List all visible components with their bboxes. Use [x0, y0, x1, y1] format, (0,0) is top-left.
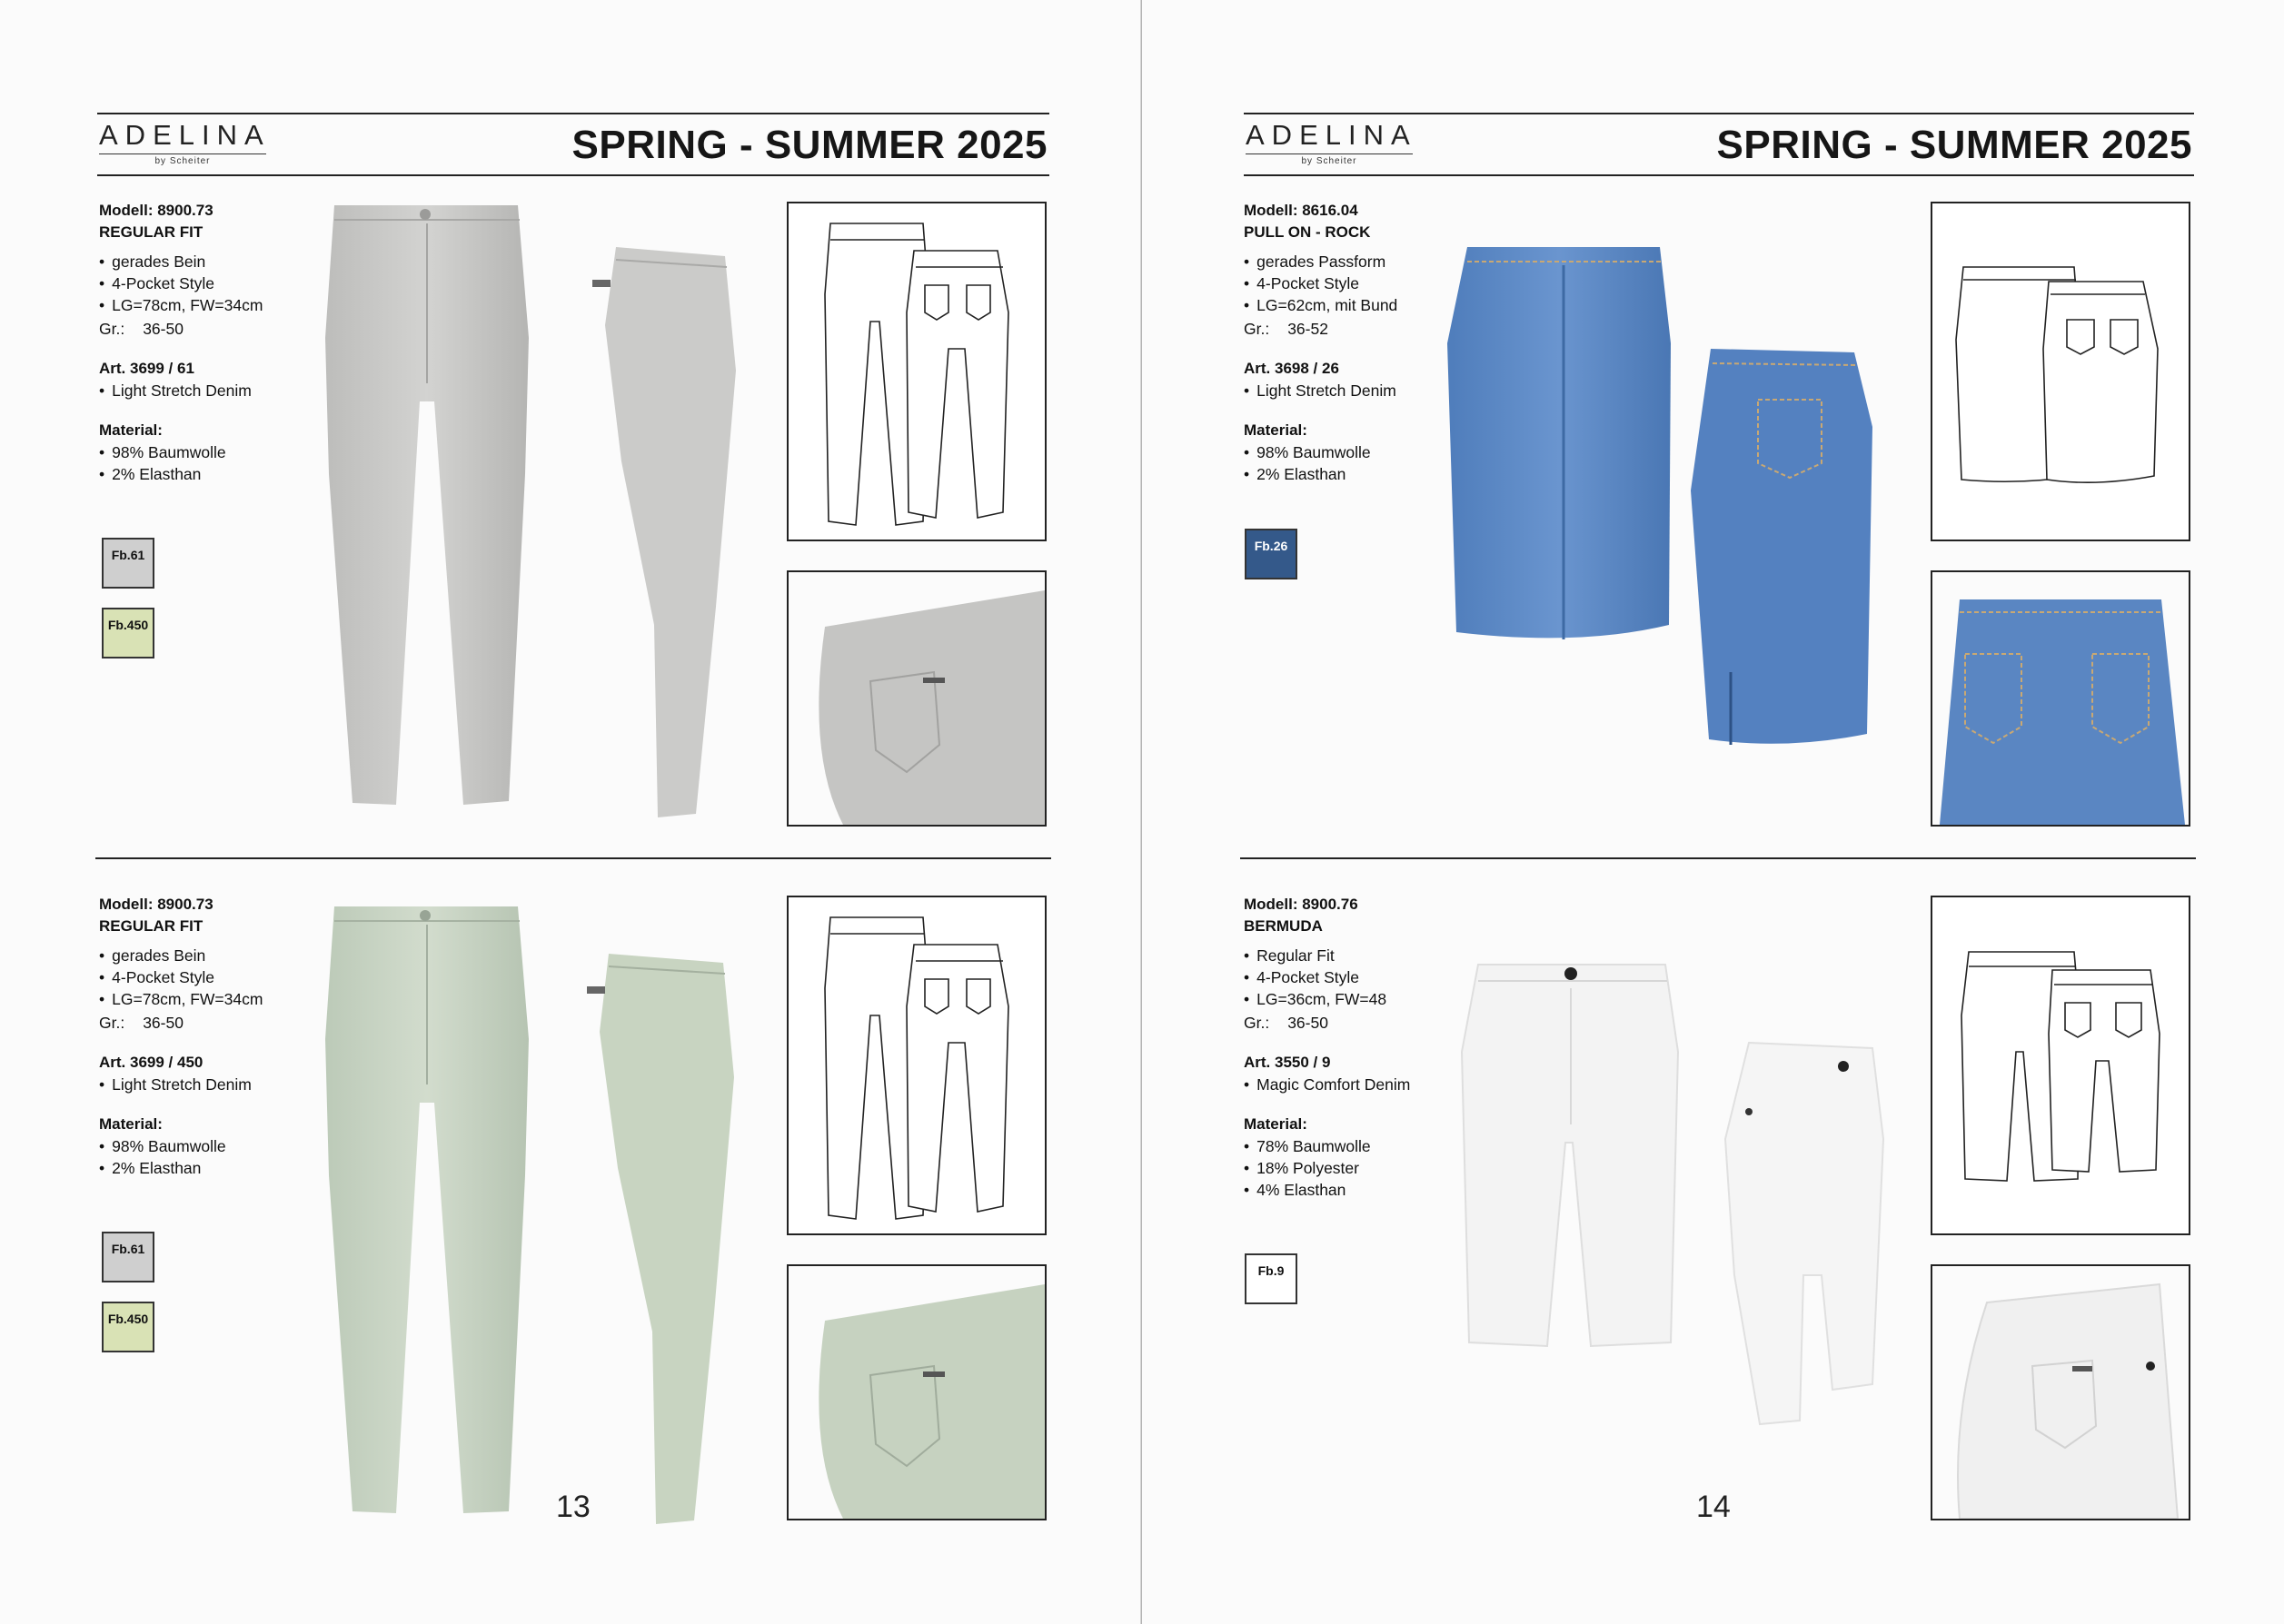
size-range	[1244, 318, 1462, 340]
size-value: 36-50	[1287, 1014, 1328, 1032]
product-section	[0, 694, 1142, 1402]
color-swatch[interactable]: Fb.450	[102, 608, 154, 659]
technical-sketch	[787, 896, 1047, 1235]
size-value: 36-50	[143, 1014, 184, 1032]
feature-item: • gerades Bein	[99, 945, 317, 966]
size-value: 36-52	[1287, 320, 1328, 338]
size-value: 36-50	[143, 320, 184, 338]
season-title: SPRING - SUMMER 2025	[571, 123, 1048, 167]
detail-photo	[787, 1264, 1047, 1520]
color-swatch[interactable]: Fb.450	[102, 1302, 154, 1352]
season-title: SPRING - SUMMER 2025	[1716, 123, 2192, 167]
detail-photo	[1931, 1264, 2190, 1520]
article-number: Art. 3699 / 61	[99, 360, 194, 377]
size-label: Gr.:	[1244, 320, 1270, 338]
feature-list	[1244, 251, 1462, 316]
skirt-front-photo	[1442, 243, 1678, 652]
feature-item: • 4-Pocket Style	[1244, 966, 1462, 988]
product-section	[1142, 0, 2284, 708]
material-item: • 98% Baumwolle	[99, 441, 317, 463]
fit-name: PULL ON - ROCK	[1244, 223, 1371, 241]
feature-list	[99, 945, 317, 1010]
material-item: • 98% Baumwolle	[99, 1135, 317, 1157]
feature-item: • Regular Fit	[1244, 945, 1462, 966]
size-range	[1244, 1012, 1462, 1034]
shorts-detail-photo	[1932, 1266, 2189, 1519]
model-number: Modell: 8616.04	[1244, 202, 1358, 219]
catalog-page-14	[1142, 0, 2284, 1624]
fabric-list	[99, 1074, 317, 1095]
fabric-list	[1244, 380, 1462, 401]
brand-sub: by Scheiter	[154, 156, 211, 166]
color-swatch[interactable]: Fb.61	[102, 538, 154, 589]
page-number: 14	[1696, 1490, 1731, 1524]
pants-detail-photo	[789, 1266, 1045, 1519]
pants-front-photo	[318, 903, 536, 1520]
fabric-list	[99, 380, 317, 401]
size-label: Gr.:	[99, 1014, 125, 1032]
size-label: Gr.:	[1244, 1014, 1270, 1032]
material-heading: Material:	[1244, 421, 1307, 439]
feature-item: • gerades Bein	[99, 251, 317, 272]
material-item: • 2% Elasthan	[1244, 463, 1462, 485]
color-swatch[interactable]: Fb.9	[1245, 1253, 1297, 1304]
fabric-name: • Light Stretch Denim	[1244, 380, 1462, 401]
size-range	[99, 318, 317, 340]
material-list	[1244, 1135, 1462, 1201]
pants-sketch	[789, 203, 1045, 540]
technical-sketch	[787, 202, 1047, 541]
material-heading: Material:	[99, 421, 163, 439]
model-number: Modell: 8900.76	[1244, 896, 1358, 913]
fit-name: REGULAR FIT	[99, 223, 204, 241]
model-number: Modell: 8900.73	[99, 896, 214, 913]
shorts-side-photo	[1713, 1039, 1891, 1430]
model-number: Modell: 8900.73	[99, 202, 214, 219]
feature-item: • LG=36cm, FW=48	[1244, 988, 1462, 1010]
size-range	[99, 1012, 317, 1034]
technical-sketch	[1931, 202, 2190, 541]
size-label: Gr.:	[99, 320, 125, 338]
fit-name: BERMUDA	[1244, 917, 1323, 935]
product-info	[99, 200, 317, 485]
article-number: Art. 3550 / 9	[1244, 1054, 1331, 1071]
material-list	[99, 1135, 317, 1179]
color-swatch[interactable]: Fb.61	[102, 1232, 154, 1282]
shorts-front-photo	[1456, 961, 1687, 1361]
material-heading: Material:	[99, 1115, 163, 1133]
skirt-sketch	[1932, 203, 2189, 540]
pants-side-photo	[581, 950, 745, 1531]
color-swatch[interactable]: Fb.26	[1245, 529, 1297, 579]
technical-sketch	[1931, 896, 2190, 1235]
feature-list	[1244, 945, 1462, 1010]
brand-name: ADELINA	[99, 119, 271, 151]
feature-item: • gerades Passform	[1244, 251, 1462, 272]
fabric-name: • Magic Comfort Denim	[1244, 1074, 1462, 1095]
product-info	[99, 894, 317, 1179]
material-item: • 78% Baumwolle	[1244, 1135, 1462, 1157]
material-item: • 2% Elasthan	[99, 1157, 317, 1179]
feature-list	[99, 251, 317, 316]
product-section	[0, 0, 1142, 708]
pants-sketch	[789, 897, 1045, 1233]
material-item: • 18% Polyester	[1244, 1157, 1462, 1179]
fabric-name: • Light Stretch Denim	[99, 1074, 317, 1095]
product-info	[1244, 200, 1462, 485]
material-item: • 2% Elasthan	[99, 463, 317, 485]
product-section	[1142, 694, 2284, 1402]
material-list	[1244, 441, 1462, 485]
material-heading: Material:	[1244, 1115, 1307, 1133]
brand-sub: by Scheiter	[1301, 156, 1357, 166]
shorts-sketch	[1932, 897, 2189, 1233]
fit-name: REGULAR FIT	[99, 917, 204, 935]
article-number: Art. 3698 / 26	[1244, 360, 1339, 377]
feature-item: • LG=62cm, mit Bund	[1244, 294, 1462, 316]
page-number: 13	[556, 1490, 591, 1524]
material-item: • 4% Elasthan	[1244, 1179, 1462, 1201]
feature-item: • LG=78cm, FW=34cm	[99, 294, 317, 316]
feature-item: • 4-Pocket Style	[1244, 272, 1462, 294]
feature-item: • 4-Pocket Style	[99, 966, 317, 988]
material-list	[99, 441, 317, 485]
material-item: • 98% Baumwolle	[1244, 441, 1462, 463]
product-info	[1244, 894, 1462, 1201]
fabric-list	[1244, 1074, 1462, 1095]
fabric-name: • Light Stretch Denim	[99, 380, 317, 401]
article-number: Art. 3699 / 450	[99, 1054, 204, 1071]
brand-name: ADELINA	[1246, 119, 1417, 151]
feature-item: • LG=78cm, FW=34cm	[99, 988, 317, 1010]
feature-item: • 4-Pocket Style	[99, 272, 317, 294]
